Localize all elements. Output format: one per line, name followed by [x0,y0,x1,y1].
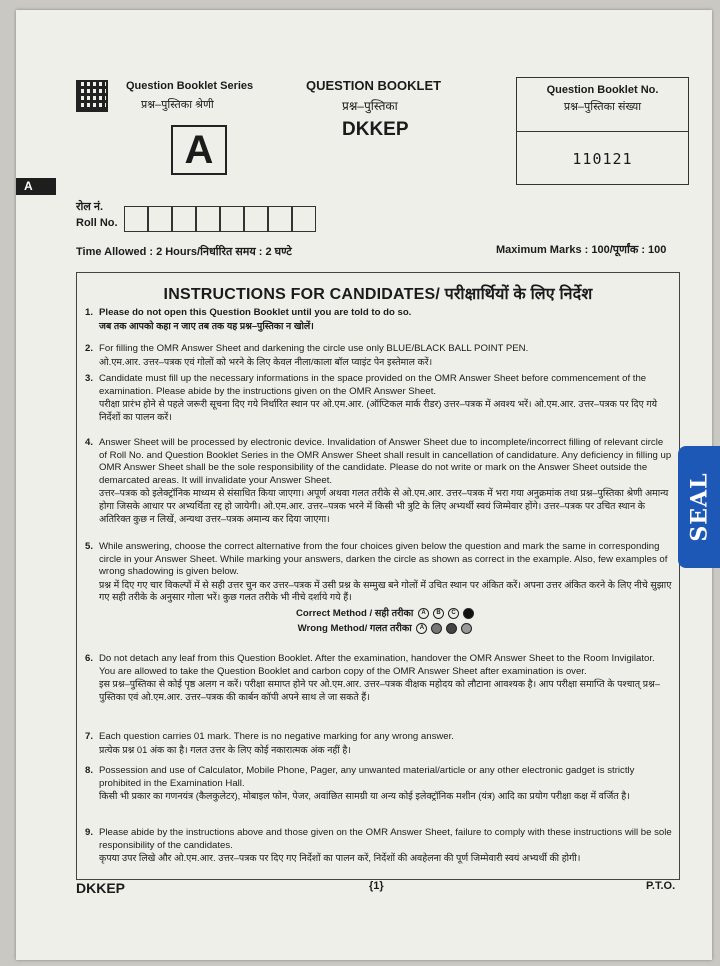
instruction-en: Please do not open this Question Booklet until you are told to do so. [99,307,412,318]
roll-digit-box[interactable] [148,206,172,232]
instruction-en: Possession and use of Calculator, Mobile Phone, Pager, any unwanted material/article or any other electronic gadget is strictly prohibited in the Examination Hall. [99,765,635,789]
seal-label: SEAL [687,472,714,542]
booklet-title-en: QUESTION BOOKLET [306,78,442,93]
question-booklet-page [16,10,712,960]
instruction-item [85,541,673,635]
option-circle-c: C [448,608,459,619]
item-number: 3. [85,373,94,384]
item-number: 1. [85,307,94,318]
seal-tab[interactable] [678,446,720,568]
roll-digit-box[interactable] [124,206,148,232]
qno-value: 110121 [572,150,633,168]
instructions-title: INSTRUCTIONS FOR CANDIDATES/ परीक्षार्थियों के लिए निर्देश [163,286,593,303]
roll-digit-box[interactable] [244,206,268,232]
instruction-hi: प्रत्येक प्रश्न 01 अंक का है। गलत उत्तर के लिए कोई नकारात्मक अंक नहीं है। [99,743,351,755]
instruction-hi: इस प्रश्न–पुस्तिका से कोई पृष्ठ अलग न करें। परीक्षा समाप्त होने पर ओ.एम.आर. उत्तर–पत्रक वीक्षक महोदय को लौटाना आवश्यक है। आप परीक्षा समाप्ति के पश्चात् प्रश्न–पुस्तिका एवं ओ.एम.आर. उत्तर–पत्रक की कार्बन कॉपी अपने साथ ले जा सकते हैं। [99,678,660,702]
option-circle-d-filled [463,608,474,619]
item-number: 2. [85,343,94,354]
page-number: {1} [369,880,384,892]
qno-label-en: Question Booklet No. [546,84,659,96]
wrong-circle-crossed [431,623,442,634]
instruction-en: Each question carries 01 mark. There is no negative marking for any wrong answer. [99,731,454,742]
roll-digit-box[interactable] [220,206,244,232]
instruction-item [85,653,673,703]
item-number: 4. [85,437,94,448]
wrong-method-row [99,623,673,636]
roll-digit-box[interactable] [268,206,292,232]
qr-code-icon [76,80,108,112]
wrong-method-label: Wrong Method/ गलत तरीका [297,622,412,634]
instruction-item [85,437,673,525]
roll-digit-box[interactable] [292,206,316,232]
instruction-item [85,827,673,865]
instruction-hi: जब तक आपको कहा न जाए तब तक यह प्रश्न–पुस्तिका न खोलें। [99,319,314,331]
item-number: 5. [85,541,94,552]
question-booklet-number-box [516,77,689,185]
instruction-item [85,765,673,803]
booklet-code: DKKEP [342,119,409,140]
instruction-item [85,731,673,756]
instruction-item [85,343,673,368]
instruction-hi: ओ.एम.आर. उत्तर–पत्रक एवं गोलों को भरने के लिए केवल नीला/काला बॉल प्वाइंट पेन इस्तेमाल करें। [99,355,433,367]
correct-method-row [99,608,673,621]
roll-label-hi: रोल नं. [76,201,104,213]
instruction-en: Do not detach any leaf from this Question Booklet. After the examination, handover the OMR Answer Sheet to the Room Invigilator. You are allowed to take the Question Booklet and carbon copy of the OMR Answer Sheet after examination is over. [99,653,655,677]
series-label-en: Question Booklet Series [126,80,254,92]
instruction-item [85,307,673,332]
instruction-en: Candidate must fill up the necessary informations in the space provided on the OMR Answer Sheet before commencement of the examination. Please abide by the instructions given on the OMR Answer Sheet. [99,373,647,397]
item-number: 8. [85,765,94,776]
instructions-box [76,272,680,880]
series-side-tab: A [16,178,56,195]
instruction-hi: उत्तर–पत्रक को इलेक्ट्रॉनिक माध्यम से संसाधित किया जाएगा। अपूर्ण अथवा गलत तरीके से ओ.एम.आर. उत्तर–पत्रक में भरा गया अनुक्रमांक तथा प्रश्न–पुस्तिका श्रेणी अमान्य होगा जिसके आधार पर अभ्यर्थिता रद्द हो जायेगी। ओ.एम.आर. उत्तर–पत्रक भरने में किसी भी त्रुटि के लिए अभ्यर्थी स्वयं जिम्मेवार होंगे। उत्तर–पत्रक पर उचित स्थान के अतिरिक्त कुछ न लिखें, अन्यथा उत्तर–पत्रक अमान्य कर दिया जाएगा। [99,487,669,524]
footer-code: DKKEP [76,880,126,896]
option-circle-b: B [433,608,444,619]
roll-label-en: Roll No. [76,217,118,229]
option-circle-a: A [418,608,429,619]
series-label-hi: प्रश्न–पुस्तिका श्रेणी [141,99,214,111]
roll-digit-box[interactable] [172,206,196,232]
wrong-circle-ticked [461,623,472,634]
booklet-title-hi: प्रश्न–पुस्तिका [342,99,398,113]
wrong-circle-a: A [416,623,427,634]
instruction-hi: प्रश्न में दिए गए चार विकल्पों में से सही उत्तर चुन कर उत्तर–पत्रक में उसी प्रश्न के सम्मुख बने गोलों में उचित स्थान पर अंकित करें। अपना उत्तर अंकित करने के लिए नीचे सुझाए गए सही तरीके के अनुसार गोला भरें। कुछ गलत तरीके भी नीचे दर्शाये गये हैं। [99,578,672,603]
instruction-hi: किसी भी प्रकार का गणनयंत्र (कैलकुलेटर), मोबाइल फोन, पेजर, अवांछित सामग्री या अन्य कोई इलेक्ट्रॉनिक मशीन (यंत्र) आदि का प्रयोग परीक्षा कक्ष में वर्जित है। [99,790,630,802]
instruction-en: While answering, choose the correct alternative from the four choices given below the question and mark the same in corresponding circle in your Answer Sheet. While marking your answers, darken the circle as shown as correct in the example. Also, few examples of wrong shadowing is given below. [99,541,668,578]
instruction-en: Answer Sheet will be processed by electronic device. Invalidation of Answer Sheet due to incomplete/incorrect filling of relevant circle of Roll No. and Question Booklet Series in the OMR Answer Sheet shall result in cancellation of candidature. Any deficiency in filling up OMR Answer Sheet shall be the sole responsibility of the candidate. Please do not write or mark on the Answer Sheet outside the demarcated areas. It will invalidate your Answer Sheet. [99,437,672,486]
roll-digit-box[interactable] [196,206,220,232]
instruction-hi: परीक्षा प्रारंभ होने से पहले जरूरी सूचना दिए गये निर्धारित स्थान पर ओ.एम.आर. (ऑप्टिकल मार्क रीडर) उत्तर–पत्रक में अवश्य भरें। ओ.एम.आर. उत्तर–पत्रक पर दिए गये निर्देशों का पालन करें। [99,398,658,422]
instruction-hi: कृपया उपर लिखे और ओ.एम.आर. उत्तर–पत्रक पर दिए गए निर्देशों का पालन करें, निर्देशों की अवहेलना की पूर्ण जिम्मेवारी स्वयं अभ्यर्थी की होगी। [99,852,581,864]
maximum-marks: Maximum Marks : 100/पूर्णांक : 100 [496,244,667,256]
instruction-en: For filling the OMR Answer Sheet and darkening the circle use only BLUE/BLACK BALL POINT PEN. [99,343,529,354]
pto-label: P.T.O. [646,880,676,892]
item-number: 6. [85,653,94,664]
qno-label-hi: प्रश्न–पुस्तिका संख्या [563,101,642,113]
wrong-circle-dotted [446,623,457,634]
instruction-en: Please abide by the instructions above and those given on the OMR Answer Sheet, failure to comply with these instructions will be sole responsibility of the candidates. [99,827,672,851]
series-letter: A [171,125,227,175]
instruction-item [85,373,673,423]
correct-method-label: Correct Method / सही तरीका [295,608,414,619]
time-allowed: Time Allowed : 2 Hours/निर्धारित समय : 2 घण्टे [76,246,292,258]
item-number: 7. [85,731,94,742]
item-number: 9. [85,827,94,838]
